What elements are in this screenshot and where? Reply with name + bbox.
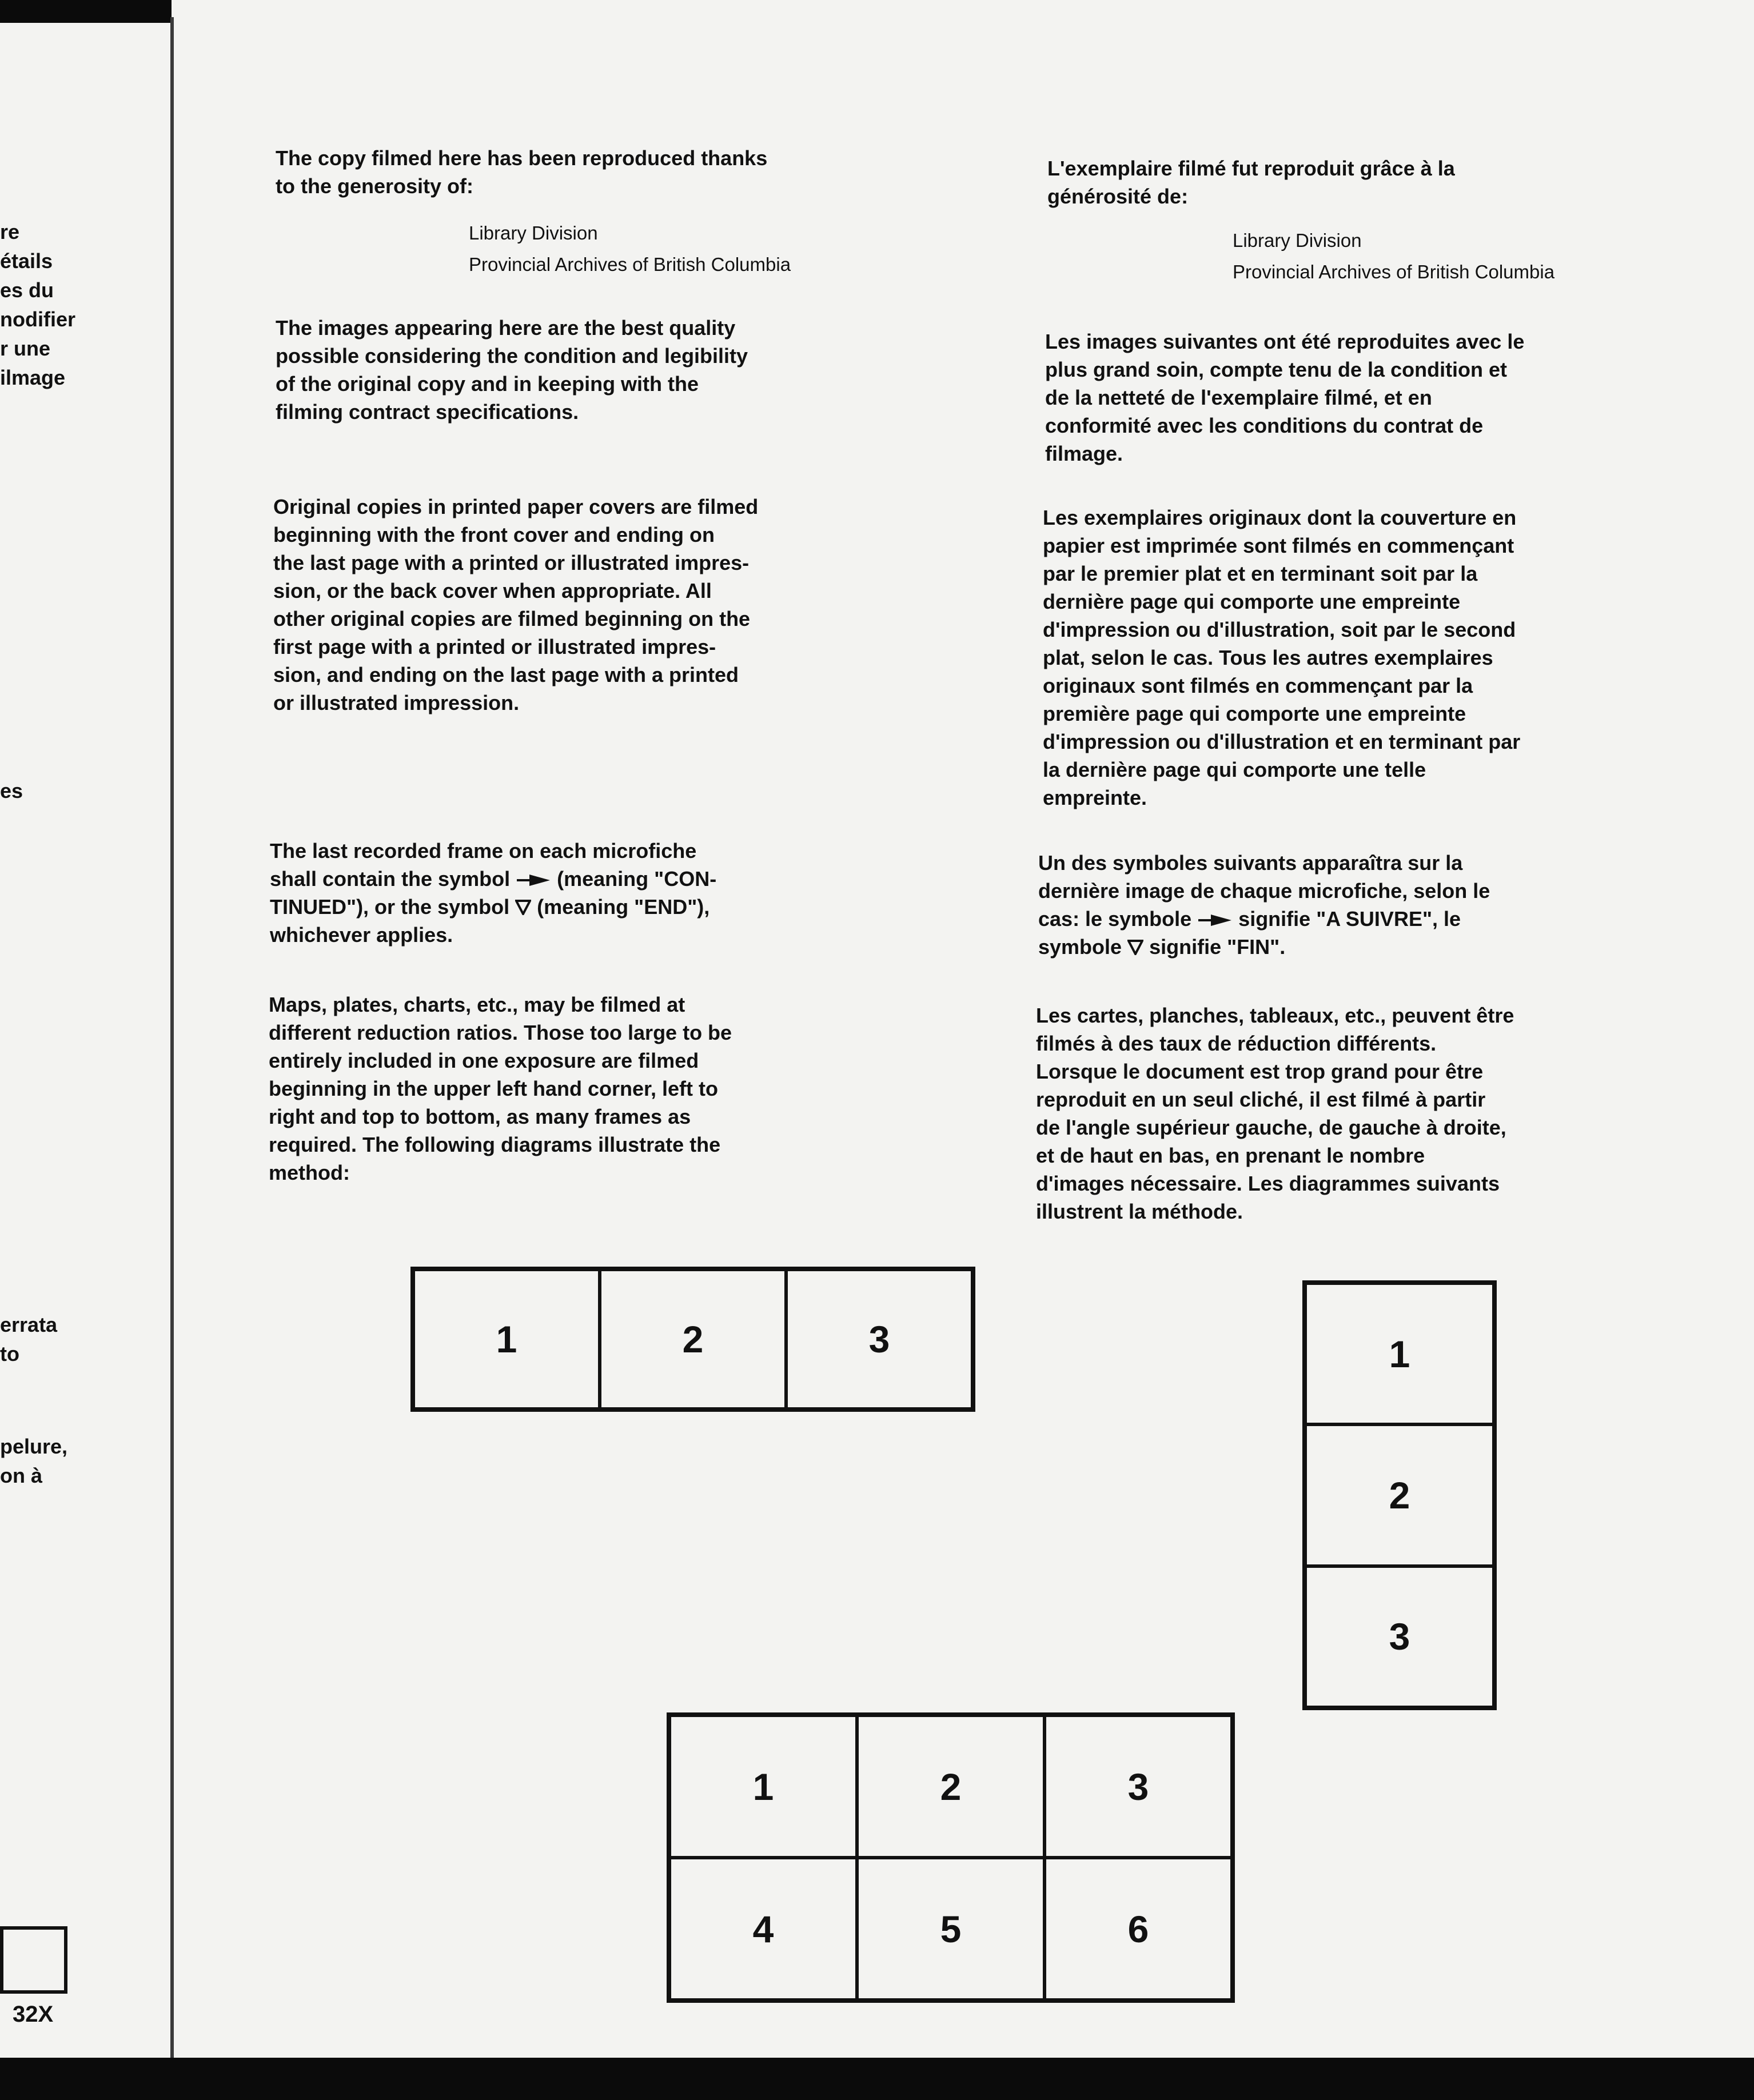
frame-cell: 1 [413, 1269, 600, 1409]
english-credit [469, 217, 791, 280]
english-symbols-text-b: (meaning "CON- TINUED"), or the symbol [270, 867, 717, 919]
continued-arrow-icon [516, 874, 551, 887]
english-symbols-paragraph [270, 837, 716, 949]
english-covers-paragraph: Original copies in printed paper covers are filmed beginning with the front cover and ending on the last page with a printed or illustrated impres- sion, or the back cover when appropriate. All other original copies are filmed beginning on the first page with a printed or illustrated impres- sion, and ending on the last page with a printed or illustrated impression. [273, 495, 759, 714]
frame-cell: 2 [1305, 1424, 1494, 1566]
vertical-frame-diagram [1302, 1280, 1497, 1710]
left-margin-fragment-mid: es [0, 779, 23, 803]
frame-cell: 1 [1305, 1283, 1494, 1424]
frame-cell: 3 [786, 1269, 972, 1409]
frame-cell: 2 [857, 1715, 1045, 1858]
page-fold-divider [170, 17, 174, 2058]
frame-cell: 1 [669, 1715, 857, 1858]
english-symbols-text-c: (meaning "END"), whichever applies. [270, 895, 710, 947]
grid-frame-diagram [667, 1712, 1235, 2003]
frame-cell: 2 [600, 1269, 786, 1409]
french-maps-paragraph: Les cartes, planches, tableaux, etc., peuvent être filmés à des taux de réduction différents. Lorsque le document est trop grand pour être reproduit en un seul cliché, il est filmé à partir de l'angle supérieur gauche, de gauche à droite, et de haut en bas, en prenant le nombre d'images nécessaire. Les diagrammes suivants illustrent la méthode. [1036, 1004, 1514, 1223]
reduction-label: 32X [13, 2002, 54, 2027]
left-margin-fragment-errata: errata to [0, 1313, 58, 1366]
english-quality-paragraph: The images appearing here are the best quality possible considering the condition and legibility of the original copy and in keeping with the filming contract specifications. [276, 316, 748, 424]
end-triangle-icon [1127, 939, 1143, 955]
french-symbols-text-b: signifie "A SUIVRE", le symbole [1038, 907, 1461, 959]
frame-cell: 4 [669, 1858, 857, 2000]
french-credit [1233, 225, 1554, 288]
frame-cell: 5 [857, 1858, 1045, 2000]
frame-cell: 3 [1305, 1566, 1494, 1707]
left-margin-fragment-top: re étails es du nodifier r une ilmage [0, 220, 75, 389]
french-intro: L'exemplaire filmé fut reproduit grâce à la générosité de: [1047, 157, 1455, 208]
frame-cell: 6 [1045, 1858, 1232, 2000]
english-credit-line1: Library Division [469, 222, 598, 243]
french-symbols-text-c: signifie "FIN". [1149, 935, 1286, 959]
reduction-size-box [0, 1926, 67, 1994]
english-maps-paragraph: Maps, plates, charts, etc., may be filmed at different reduction ratios. Those too large to be entirely included in one exposure are filmed beginning in the upper left hand corner, left to right and top to bottom, as many frames as required. The following diagrams illustrate the method: [269, 993, 732, 1184]
french-symbols-text-a: Un des symboles suivants apparaîtra sur la dernière image de chaque microfiche, selon le cas: le symbole [1038, 851, 1490, 931]
french-covers-paragraph: Les exemplaires originaux dont la couverture en papier est imprimée sont filmés en commençant par le premier plat et en terminant soit par la dernière page qui comporte une empreinte d'impression ou d'illustration, soit par le second plat, selon le cas. Tous les autres exemplaires originaux sont filmés en commençant par la première page qui comporte une empreinte d'impression ou d'illustration et en terminant par la dernière page qui comporte une telle empreinte. [1043, 506, 1521, 809]
end-triangle-icon [515, 899, 531, 915]
continued-arrow-icon [1197, 914, 1233, 927]
french-credit-line2: Provincial Archives of British Columbia [1233, 261, 1555, 282]
english-intro: The copy filmed here has been reproduced thanks to the generosity of: [276, 146, 768, 198]
left-margin-sheet [0, 23, 172, 2058]
frame-cell: 3 [1045, 1715, 1232, 1858]
french-symbols-paragraph [1038, 849, 1490, 961]
french-credit-line1: Library Division [1233, 230, 1362, 251]
english-credit-line2: Provincial Archives of British Columbia [469, 254, 791, 275]
left-margin-fragment-pelure: pelure, on à [0, 1435, 68, 1487]
english-symbols-text-a: The last recorded frame on each microfiche shall contain the symbol [270, 839, 697, 891]
french-quality-paragraph: Les images suivantes ont été reproduites avec le plus grand soin, compte tenu de la condition et de la netteté de l'exemplaire filmé, et en conformité avec les conditions du contrat de filmage. [1045, 330, 1525, 465]
horizontal-frame-diagram [410, 1267, 975, 1412]
